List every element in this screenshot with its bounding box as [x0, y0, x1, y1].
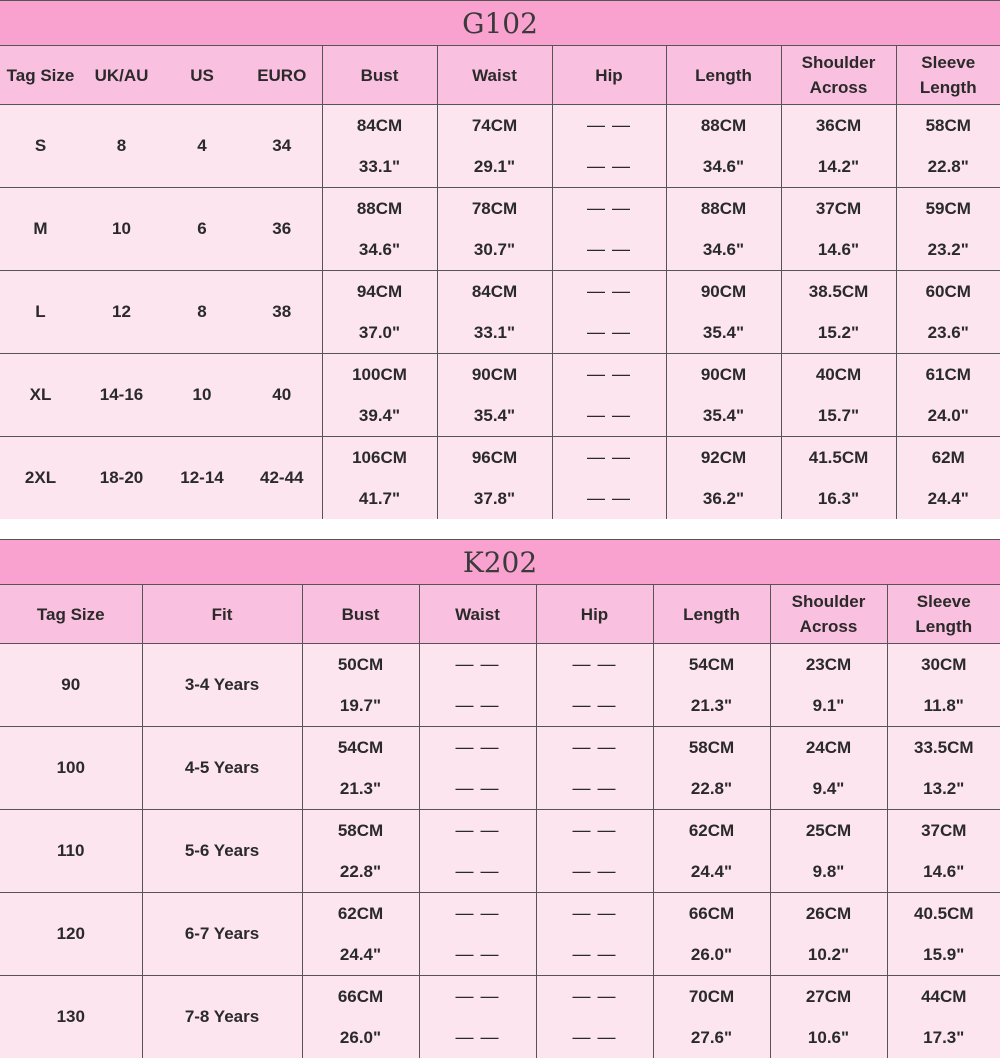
- k202-cell-cm: — —: [419, 976, 536, 1018]
- k202-header-shoulder-across: [770, 585, 887, 644]
- k202-cell-fit: 6-7 Years: [142, 893, 302, 976]
- g102-cell-in: 24.0": [896, 395, 1000, 437]
- header-label-line: Length: [920, 78, 977, 97]
- k202-cell-size: 130: [0, 976, 142, 1058]
- g102-cell-cm: 90CM: [666, 271, 781, 313]
- g102-cell-cm: 88CM: [666, 188, 781, 230]
- k202-cell-cm: — —: [536, 644, 653, 686]
- k202-cell-in: — —: [536, 768, 653, 810]
- k202-cell-size: 90: [0, 644, 142, 727]
- header-label-line: Bust: [342, 605, 380, 624]
- g102-cell-euro: 36: [242, 188, 322, 271]
- k202-cell-in: 10.2": [770, 934, 887, 976]
- g102-cell-cm: — —: [552, 105, 666, 147]
- k202-cell-cm: — —: [536, 976, 653, 1018]
- k202-cell-in: 13.2": [887, 768, 1000, 810]
- g102-cell-cm: 38.5CM: [781, 271, 896, 313]
- g102-cell-cm: 106CM: [322, 437, 437, 479]
- g102-cell-in: 15.2": [781, 312, 896, 354]
- k202-table-row: [0, 727, 1000, 769]
- k202-cell-in: 10.6": [770, 1017, 887, 1058]
- k202-cell-cm: 23CM: [770, 644, 887, 686]
- k202-header-hip: [536, 585, 653, 644]
- g102-cell-cm: 78CM: [437, 188, 552, 230]
- k202-cell-cm: 62CM: [302, 893, 419, 935]
- k202-cell-in: 27.6": [653, 1017, 770, 1058]
- k202-cell-in: — —: [419, 851, 536, 893]
- k202-cell-in: — —: [536, 934, 653, 976]
- g102-cell-in: — —: [552, 478, 666, 519]
- g102-cell-in: — —: [552, 312, 666, 354]
- k202-table: [0, 585, 1000, 1058]
- k202-cell-in: 22.8": [302, 851, 419, 893]
- k202-cell-cm: — —: [419, 644, 536, 686]
- g102-cell-cm: 94CM: [322, 271, 437, 313]
- g102-cell-size: M: [0, 188, 81, 271]
- k202-cell-in: 15.9": [887, 934, 1000, 976]
- k202-cell-size: 110: [0, 810, 142, 893]
- k202-cell-cm: 44CM: [887, 976, 1000, 1018]
- g102-cell-uk-au: 8: [81, 105, 162, 188]
- k202-cell-in: 24.4": [302, 934, 419, 976]
- g102-cell-uk-au: 10: [81, 188, 162, 271]
- k202-table-row: [0, 810, 1000, 852]
- k202-cell-in: 9.1": [770, 685, 887, 727]
- g102-cell-cm: — —: [552, 437, 666, 479]
- header-label-line: Sleeve: [917, 592, 971, 611]
- g102-cell-us: 6: [162, 188, 242, 271]
- g102-cell-in: — —: [552, 395, 666, 437]
- g102-table: [0, 46, 1000, 519]
- header-label-line: Bust: [361, 66, 399, 85]
- g102-cell-in: 16.3": [781, 478, 896, 519]
- g102-cell-in: 39.4": [322, 395, 437, 437]
- k202-cell-in: — —: [419, 934, 536, 976]
- k202-cell-cm: 54CM: [302, 727, 419, 769]
- header-label-line: Hip: [581, 605, 608, 624]
- g102-cell-size: S: [0, 105, 81, 188]
- g102-title: G102: [0, 0, 1000, 46]
- g102-cell-in: 24.4": [896, 478, 1000, 519]
- k202-cell-cm: 50CM: [302, 644, 419, 686]
- header-label-line: Across: [800, 617, 858, 636]
- k202-cell-in: 17.3": [887, 1017, 1000, 1058]
- k202-cell-in: — —: [419, 1017, 536, 1058]
- g102-header-tag-size: [0, 46, 81, 105]
- g102-table-row: [0, 188, 1000, 230]
- g102-cell-in: 29.1": [437, 146, 552, 188]
- k202-cell-fit: 7-8 Years: [142, 976, 302, 1058]
- g102-header-sleeve-length: [896, 46, 1000, 105]
- k202-cell-cm: 66CM: [653, 893, 770, 935]
- k202-cell-cm: — —: [419, 893, 536, 935]
- k202-cell-in: 26.0": [302, 1017, 419, 1058]
- header-label-line: Waist: [472, 66, 517, 85]
- k202-cell-size: 100: [0, 727, 142, 810]
- g102-cell-in: 23.6": [896, 312, 1000, 354]
- k202-table-row: [0, 644, 1000, 686]
- g102-cell-cm: 61CM: [896, 354, 1000, 396]
- k202-cell-in: — —: [419, 685, 536, 727]
- k202-cell-in: 26.0": [653, 934, 770, 976]
- g102-cell-in: 35.4": [666, 312, 781, 354]
- k202-cell-cm: 70CM: [653, 976, 770, 1018]
- k202-cell-in: 9.8": [770, 851, 887, 893]
- g102-cell-us: 8: [162, 271, 242, 354]
- k202-cell-in: 11.8": [887, 685, 1000, 727]
- g102-cell-in: 14.2": [781, 146, 896, 188]
- g102-header-euro: [242, 46, 322, 105]
- k202-cell-cm: 66CM: [302, 976, 419, 1018]
- g102-cell-euro: 42-44: [242, 437, 322, 520]
- header-label-line: Sleeve: [921, 53, 975, 72]
- k202-title: K202: [0, 539, 1000, 585]
- k202-cell-in: — —: [536, 1017, 653, 1058]
- g102-cell-us: 4: [162, 105, 242, 188]
- k202-cell-in: — —: [419, 768, 536, 810]
- g102-table-row: [0, 437, 1000, 479]
- k202-cell-in: 9.4": [770, 768, 887, 810]
- k202-header-sleeve-length: [887, 585, 1000, 644]
- k202-cell-cm: 54CM: [653, 644, 770, 686]
- k202-cell-cm: 62CM: [653, 810, 770, 852]
- g102-cell-uk-au: 12: [81, 271, 162, 354]
- k202-header-fit: [142, 585, 302, 644]
- k202-header-waist: [419, 585, 536, 644]
- g102-cell-in: 36.2": [666, 478, 781, 519]
- g102-cell-in: 23.2": [896, 229, 1000, 271]
- k202-cell-in: 22.8": [653, 768, 770, 810]
- k202-cell-fit: 5-6 Years: [142, 810, 302, 893]
- g102-cell-in: 35.4": [666, 395, 781, 437]
- g102-header-us: [162, 46, 242, 105]
- g102-cell-in: — —: [552, 229, 666, 271]
- g102-cell-euro: 34: [242, 105, 322, 188]
- header-label-line: Waist: [455, 605, 500, 624]
- k202-cell-cm: 25CM: [770, 810, 887, 852]
- g102-cell-uk-au: 14-16: [81, 354, 162, 437]
- g102-cell-in: 15.7": [781, 395, 896, 437]
- g102-cell-cm: 84CM: [322, 105, 437, 147]
- g102-cell-in: 33.1": [437, 312, 552, 354]
- g102-cell-in: 30.7": [437, 229, 552, 271]
- header-label-line: US: [190, 66, 214, 85]
- k202-cell-cm: — —: [419, 810, 536, 852]
- g102-header-waist: [437, 46, 552, 105]
- k202-header-tag-size: [0, 585, 142, 644]
- g102-cell-cm: 74CM: [437, 105, 552, 147]
- g102-cell-in: 34.6": [666, 146, 781, 188]
- k202-cell-cm: 37CM: [887, 810, 1000, 852]
- k202-cell-cm: 40.5CM: [887, 893, 1000, 935]
- k202-cell-size: 120: [0, 893, 142, 976]
- g102-cell-in: 34.6": [666, 229, 781, 271]
- header-label-line: Length: [695, 66, 752, 85]
- header-label-line: Tag Size: [7, 66, 75, 85]
- g102-cell-in: — —: [552, 146, 666, 188]
- g102-table-row: [0, 271, 1000, 313]
- k202-cell-cm: 26CM: [770, 893, 887, 935]
- k202-header-bust: [302, 585, 419, 644]
- header-label-line: Tag Size: [37, 605, 105, 624]
- k202-cell-cm: 58CM: [653, 727, 770, 769]
- header-label-line: Hip: [595, 66, 622, 85]
- k202-cell-in: 21.3": [653, 685, 770, 727]
- g102-cell-cm: 60CM: [896, 271, 1000, 313]
- header-label-line: Length: [915, 617, 972, 636]
- g102-cell-cm: — —: [552, 271, 666, 313]
- g102-cell-euro: 38: [242, 271, 322, 354]
- g102-cell-in: 14.6": [781, 229, 896, 271]
- g102-header-shoulder-across: [781, 46, 896, 105]
- k202-cell-cm: — —: [536, 810, 653, 852]
- k202-header-length: [653, 585, 770, 644]
- k202-size-chart: [0, 539, 1000, 1057]
- k202-cell-in: — —: [536, 685, 653, 727]
- k202-cell-fit: 3-4 Years: [142, 644, 302, 727]
- g102-cell-cm: 100CM: [322, 354, 437, 396]
- g102-cell-cm: 96CM: [437, 437, 552, 479]
- g102-cell-cm: 41.5CM: [781, 437, 896, 479]
- g102-size-chart: [0, 0, 1000, 516]
- g102-cell-cm: 40CM: [781, 354, 896, 396]
- k202-cell-in: 24.4": [653, 851, 770, 893]
- g102-cell-cm: 90CM: [666, 354, 781, 396]
- g102-header-bust: [322, 46, 437, 105]
- k202-table-row: [0, 976, 1000, 1018]
- g102-cell-cm: 36CM: [781, 105, 896, 147]
- g102-cell-cm: — —: [552, 354, 666, 396]
- header-label-line: Shoulder: [792, 592, 866, 611]
- g102-cell-size: 2XL: [0, 437, 81, 520]
- header-label-line: EURO: [257, 66, 306, 85]
- g102-cell-uk-au: 18-20: [81, 437, 162, 520]
- g102-cell-in: 22.8": [896, 146, 1000, 188]
- g102-cell-in: 37.8": [437, 478, 552, 519]
- k202-table-row: [0, 893, 1000, 935]
- g102-cell-cm: 90CM: [437, 354, 552, 396]
- g102-cell-in: 35.4": [437, 395, 552, 437]
- g102-cell-cm: 92CM: [666, 437, 781, 479]
- k202-cell-in: 14.6": [887, 851, 1000, 893]
- k202-cell-in: — —: [536, 851, 653, 893]
- g102-cell-cm: 88CM: [666, 105, 781, 147]
- g102-table-row: [0, 105, 1000, 147]
- g102-cell-in: 41.7": [322, 478, 437, 519]
- g102-cell-size: L: [0, 271, 81, 354]
- k202-cell-in: 19.7": [302, 685, 419, 727]
- g102-cell-cm: — —: [552, 188, 666, 230]
- g102-cell-cm: 58CM: [896, 105, 1000, 147]
- g102-cell-size: XL: [0, 354, 81, 437]
- g102-cell-us: 12-14: [162, 437, 242, 520]
- k202-cell-cm: 24CM: [770, 727, 887, 769]
- k202-cell-cm: 33.5CM: [887, 727, 1000, 769]
- g102-header-uk-au: [81, 46, 162, 105]
- g102-cell-cm: 84CM: [437, 271, 552, 313]
- g102-cell-cm: 37CM: [781, 188, 896, 230]
- g102-header-hip: [552, 46, 666, 105]
- g102-table-row: [0, 354, 1000, 396]
- g102-cell-cm: 88CM: [322, 188, 437, 230]
- g102-cell-in: 37.0": [322, 312, 437, 354]
- g102-cell-cm: 62M: [896, 437, 1000, 479]
- header-label-line: Across: [810, 78, 868, 97]
- g102-cell-euro: 40: [242, 354, 322, 437]
- header-label-line: UK/AU: [95, 66, 149, 85]
- g102-cell-cm: 59CM: [896, 188, 1000, 230]
- g102-cell-us: 10: [162, 354, 242, 437]
- k202-cell-cm: 30CM: [887, 644, 1000, 686]
- k202-cell-cm: — —: [536, 727, 653, 769]
- header-label-line: Shoulder: [802, 53, 876, 72]
- header-label-line: Fit: [212, 605, 233, 624]
- g102-cell-in: 34.6": [322, 229, 437, 271]
- k202-cell-cm: 27CM: [770, 976, 887, 1018]
- g102-header-length: [666, 46, 781, 105]
- g102-cell-in: 33.1": [322, 146, 437, 188]
- k202-cell-cm: — —: [536, 893, 653, 935]
- k202-cell-cm: 58CM: [302, 810, 419, 852]
- k202-cell-fit: 4-5 Years: [142, 727, 302, 810]
- k202-cell-cm: — —: [419, 727, 536, 769]
- k202-cell-in: 21.3": [302, 768, 419, 810]
- header-label-line: Length: [683, 605, 740, 624]
